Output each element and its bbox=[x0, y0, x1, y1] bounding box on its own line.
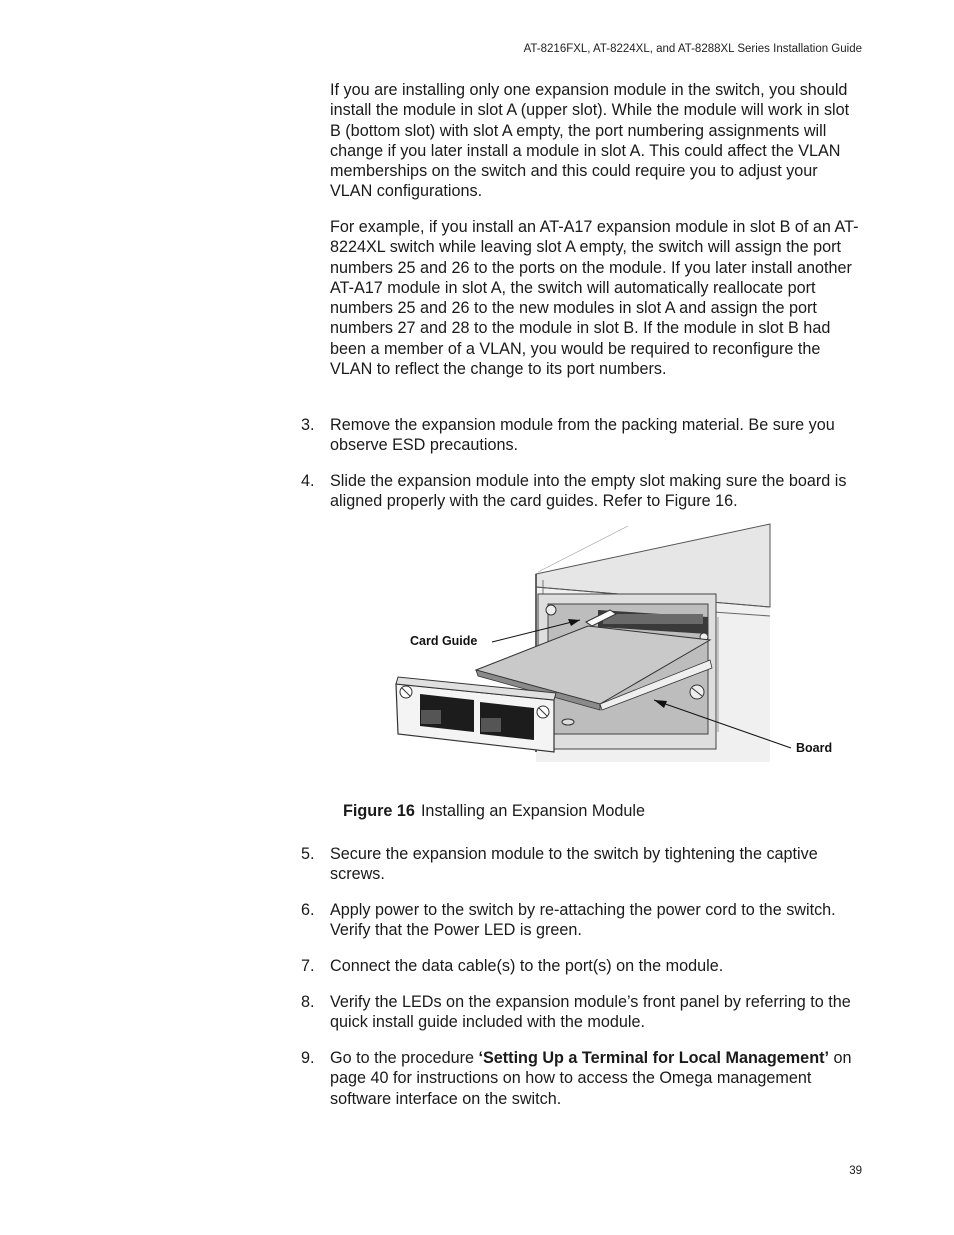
step-7 bbox=[301, 956, 864, 976]
step-text: Apply power to the switch by re-attaching the power cord to the switch. Verify that the Power LED is green. bbox=[330, 901, 836, 940]
procedure-link[interactable]: ‘Setting Up a Terminal for Local Management’ bbox=[478, 1049, 829, 1067]
step-9 bbox=[301, 1048, 864, 1109]
step9-suffix: on page 40 for instructions on how to access the Omega management software interface on the switch. bbox=[330, 1049, 852, 1108]
step-text bbox=[330, 1048, 864, 1109]
paragraph-slot-recommendation bbox=[330, 80, 864, 202]
paragraph-example bbox=[330, 217, 864, 379]
step-4 bbox=[301, 471, 864, 512]
step-text: Remove the expansion module from the packing material. Be sure you observe ESD precautions. bbox=[330, 416, 835, 455]
step9-prefix: Go to the procedure bbox=[330, 1049, 479, 1067]
paragraph-text: If you are installing only one expansion module in the switch, you should install the module in slot A (upper slot). While the module will work in slot B (bottom slot) with slot A empty, the port numbering assignments will change if you later install a module in slot A. This could affect the VLAN memberships on the switch and this could require you to adjust your VLAN configurations. bbox=[330, 81, 850, 201]
step-5 bbox=[301, 844, 864, 885]
step-number: 5. bbox=[301, 845, 315, 863]
step-number: 6. bbox=[301, 901, 315, 919]
step-number: 8. bbox=[301, 993, 315, 1011]
callout-card-guide: Card Guide bbox=[410, 634, 478, 648]
step-number: 4. bbox=[301, 472, 315, 490]
callout-board: Board bbox=[796, 741, 833, 755]
step-number: 7. bbox=[301, 957, 315, 975]
figure-caption-text: Installing an Expansion Module bbox=[420, 802, 646, 820]
running-header: AT-8216FXL, AT-8224XL, and AT-8288XL Series Installation Guide bbox=[523, 43, 862, 55]
step-number: 3. bbox=[301, 416, 315, 434]
page-number: 39 bbox=[849, 1165, 862, 1177]
step-text: Verify the LEDs on the expansion module’s front panel by referring to the quick install guide included with the module. bbox=[330, 993, 851, 1032]
figure-caption bbox=[0, 802, 954, 821]
step-3 bbox=[301, 415, 864, 456]
step-number: 9. bbox=[301, 1049, 315, 1067]
figure-label: Figure 16 bbox=[342, 802, 415, 820]
paragraph-text: For example, if you install an AT-A17 expansion module in slot B of an AT-8224XL switch while leaving slot A empty, the switch will assign the port numbers 25 and 26 to the ports on the module. If you later install another AT-A17 module in slot A, the switch will automatically reallocate port numbers 25 and 26 to the new modules in slot A and assign the port numbers 27 and 28 to the module in slot B. If the module in slot B had been a member of a VLAN, you would be required to reconfigure the VLAN to reflect the change to its port numbers. bbox=[330, 218, 859, 379]
step-8 bbox=[301, 992, 864, 1033]
step-text: Slide the expansion module into the empty slot making sure the board is aligned properly with the card guides. Refer to Figure 16. bbox=[330, 472, 847, 511]
step-text: Connect the data cable(s) to the port(s) on the module. bbox=[330, 957, 724, 975]
step-text: Secure the expansion module to the switch by tightening the captive screws. bbox=[330, 845, 818, 884]
step-6 bbox=[301, 900, 864, 941]
